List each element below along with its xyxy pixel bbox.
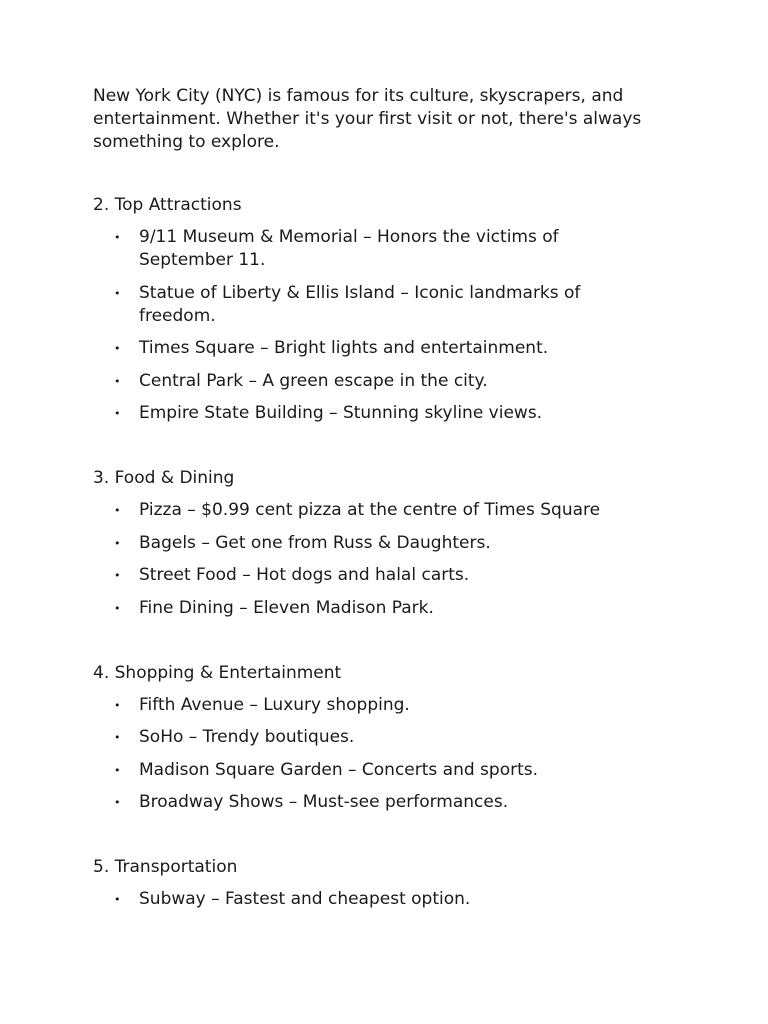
list-item: [93, 564, 629, 587]
list-item-text: Street Food – Hot dogs and halal carts.: [139, 565, 470, 585]
list-item: [93, 370, 629, 393]
bullet-icon: •: [114, 286, 121, 300]
bullet-icon: •: [114, 731, 121, 744]
list-item-text: Times Square – Bright lights and entertainment.: [139, 338, 549, 358]
list-item: [93, 791, 629, 814]
bullet-icon: •: [114, 796, 121, 809]
list-item-text: 9/11 Museum & Memorial – Honors the victims of September 11.: [139, 227, 559, 270]
list-item-text: Pizza – $0.99 cent pizza at the centre of Times Square: [139, 500, 601, 520]
section-heading: 5. Transportation: [93, 857, 238, 877]
section-top-attractions: [93, 194, 708, 425]
list-item: [93, 337, 629, 360]
section-heading: 4. Shopping & Entertainment: [93, 662, 342, 683]
list-item-text: Central Park – A green escape in the city.: [139, 370, 488, 391]
list-item-text: Subway – Fastest and cheapest option.: [139, 889, 471, 909]
section-heading: 3. Food & Dining: [93, 468, 235, 488]
bullet-icon: •: [114, 601, 121, 615]
list-item: [93, 888, 629, 911]
section-food-dining: [93, 467, 708, 620]
bullet-icon: •: [114, 698, 121, 712]
section-transportation: [93, 856, 708, 911]
list-item-text: Madison Square Garden – Concerts and sports.: [139, 759, 539, 780]
list-item-text: Empire State Building – Stunning skyline views.: [139, 403, 543, 423]
bullet-icon: •: [114, 763, 121, 777]
bullet-icon: •: [114, 374, 121, 388]
list-item: [93, 282, 629, 328]
list-item-text: Fifth Avenue – Luxury shopping.: [139, 694, 410, 715]
bullet-list: [93, 694, 708, 815]
list-item-text: Bagels – Get one from Russ & Daughters.: [139, 532, 491, 553]
list-item: [93, 499, 629, 522]
list-item-text: Statue of Liberty & Ellis Island – Iconic landmarks of freedom.: [139, 282, 581, 326]
list-item: [93, 597, 629, 620]
bullet-icon: •: [114, 342, 121, 355]
list-item: [93, 694, 629, 717]
bullet-icon: •: [114, 231, 121, 244]
list-item: [93, 402, 629, 425]
list-item: [93, 726, 629, 749]
bullet-list: [93, 226, 708, 425]
bullet-icon: •: [114, 893, 121, 906]
list-item-text: SoHo – Trendy boutiques.: [139, 727, 355, 747]
bullet-list: [93, 888, 708, 911]
bullet-icon: •: [114, 504, 121, 517]
bullet-icon: •: [114, 407, 121, 420]
section-heading: 2. Top Attractions: [93, 195, 242, 215]
bullet-icon: •: [114, 569, 121, 582]
list-item: [93, 759, 629, 782]
section-shopping-entertainment: [93, 662, 708, 815]
list-item-text: Broadway Shows – Must-see performances.: [139, 792, 509, 812]
bullet-icon: •: [114, 536, 121, 550]
list-item: [93, 532, 629, 555]
bullet-list: [93, 499, 708, 620]
list-item: [93, 226, 629, 272]
list-item-text: Fine Dining – Eleven Madison Park.: [139, 597, 434, 618]
intro-paragraph: New York City (NYC) is famous for its culture, skyscrapers, and entertainment. Whether it's your first visit or not, there's always something to explore.: [93, 86, 642, 152]
